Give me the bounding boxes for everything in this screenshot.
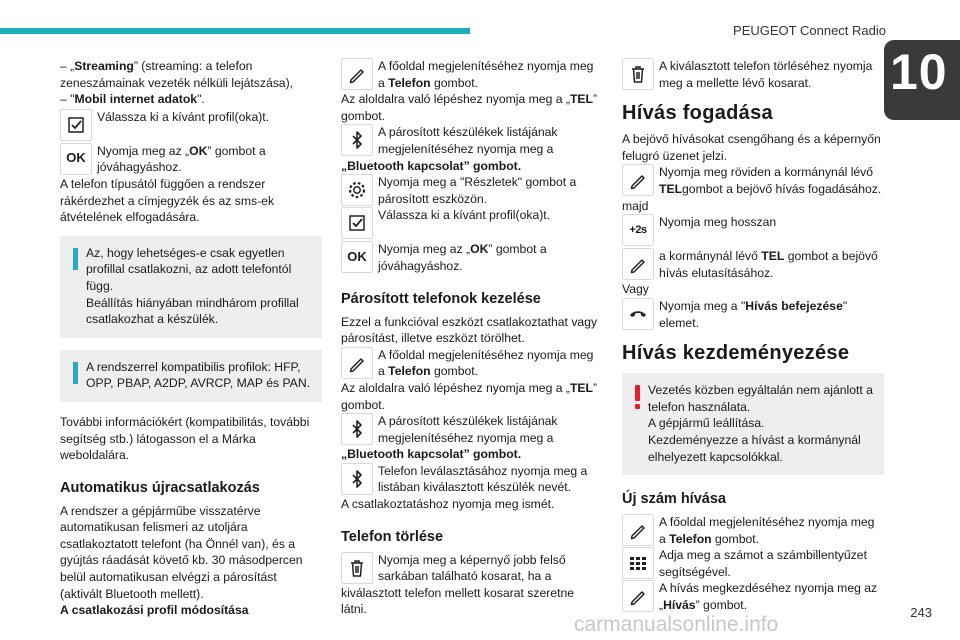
paragraph: A telefon típusától függően a rendszer rákérdezhet a címjegyzék és az sms-ek átvételének elfogadására. <box>60 176 275 225</box>
section-heading: Telefon törlése <box>341 528 444 545</box>
step: Nyomja meg a "Részletek" gombot a párosított eszközön. <box>341 174 603 207</box>
paragraph: Ezzel a funkcióval eszközt csatlakoztathat vagy párosítást, illetve eszközt törölhet. <box>341 314 598 346</box>
step: A főoldal megjelenítéséhez nyomja meg a Telefon gombot. <box>622 514 884 547</box>
chapter-tab: 10 <box>884 40 960 120</box>
keypad-icon <box>622 547 654 579</box>
paragraph: A bejövő hívásokat csengőhang és a képernyőn felugró üzenet jelzi. <box>622 132 881 163</box>
step: A párosított készülékek listájának megjelenítéséhez nyomja meg a <box>341 413 603 446</box>
ok-icon: OK <box>341 241 373 273</box>
pencil-icon <box>622 248 654 280</box>
trash-icon <box>341 552 373 584</box>
step: Nyomja meg röviden a kormánynál lévő TELgombot a bejövő hívás fogadásához. <box>622 164 884 197</box>
paragraph: kiválasztott telefon mellett kosarat szeretne látni. <box>341 585 575 617</box>
step: A hívás megkezdéséhez nyomja meg az „Hívás” gombot. <box>622 580 884 613</box>
step: Válassza ki a kívánt profil(oka)t. <box>341 207 603 239</box>
bluetooth-icon <box>341 413 373 445</box>
info-box: A rendszerrel kompatibilis profilok: HFP, OPP, PBAP, A2DP, AVRCP, MAP és PAN. <box>60 350 322 402</box>
step-select-profile: Válassza ki a kívánt profil(oka)t. <box>60 109 322 141</box>
step: Telefon leválasztásához nyomja meg a listában kiválasztott készülék nevét. <box>341 463 603 496</box>
list-item-streaming: – „Streaming” (streaming: a telefon zeneszámainak vezeték nélküli lejátszása), <box>60 59 294 90</box>
paragraph: majd <box>622 198 649 213</box>
trash-icon <box>622 58 654 90</box>
section-heading: Párosított telefonok kezelése <box>341 290 541 307</box>
paragraph: A csatlakoztatáshoz nyomja meg ismét. <box>341 497 555 512</box>
step: a kormánynál lévő TEL gombot a bejövő hívás elutasításához. <box>622 248 884 281</box>
step: OK Nyomja meg az „OK” gombot a jóváhagyáshoz. <box>341 241 603 274</box>
info-icon <box>64 245 86 270</box>
paragraph: A rendszer a gépjárműbe visszatérve automatikusan felismeri az utoljára csatlakoztatott telefont (ha Önnél van), és a gyújtás ráadását követő kb. 30 másodpercen belül automatikusan elvégzi a párosítást (aktivált Bluetooth mellett). <box>60 503 303 601</box>
step: Nyomja meg a képernyő jobb felső sarkában található kosarat, ha a <box>341 552 603 585</box>
bluetooth-icon <box>341 124 373 156</box>
paragraph: „Bluetooth kapcsolat” gombot. <box>341 447 522 462</box>
step: A kiválasztott telefon törléséhez nyomja meg a mellette lévő kosarat. <box>622 58 884 91</box>
paragraph: Az aloldalra való lépéshez nyomja meg a „TEL” gombot. <box>341 380 598 412</box>
section-heading: Hívás kezdeményezése <box>622 342 850 365</box>
section-heading: Hívás fogadása <box>622 102 773 125</box>
header-accent-bar <box>0 28 470 34</box>
checkbox-icon <box>341 207 373 239</box>
paragraph: A csatlakozási profil módosítása <box>60 603 249 618</box>
pencil-icon <box>622 514 654 546</box>
pencil-icon <box>341 347 373 379</box>
column-1 <box>60 58 322 619</box>
pencil-icon <box>622 164 654 196</box>
warning-icon <box>626 382 648 409</box>
paragraph: Az aloldalra való lépéshez nyomja meg a „TEL” gombot. <box>341 92 598 123</box>
step-ok: OK Nyomja meg az „OK” gombot a jóváhagyáshoz. <box>60 143 322 176</box>
step: Adja meg a számot a számbillentyűzet segítségével. <box>622 547 884 580</box>
list-item-mobile-data: – "Mobil internet adatok". <box>60 92 205 107</box>
hang-up-icon <box>622 298 654 330</box>
pencil-icon <box>622 580 654 612</box>
column-2 <box>341 58 603 618</box>
gear-icon <box>341 174 373 206</box>
step: A főoldal megjelenítéséhez nyomja meg a Telefon gombot. <box>341 347 603 380</box>
bluetooth-icon <box>341 463 373 495</box>
paragraph: „Bluetooth kapcsolat” gombot. <box>341 158 522 173</box>
column-3 <box>622 58 884 614</box>
ok-icon: OK <box>60 143 92 175</box>
long-press-icon: +2s <box>622 214 654 246</box>
page-number: 243 <box>910 605 932 621</box>
info-box: Az, hogy lehetséges-e csak egyetlen profillal csatlakozni, az adott telefontól függ. Beállítás hiányában mindhárom profillal csatlakozhat a készülék. <box>60 236 322 338</box>
step: +2s Nyomja meg hosszan <box>622 214 884 246</box>
pencil-icon <box>341 58 373 90</box>
info-icon <box>64 359 86 384</box>
watermark: carmanualsonline.info <box>574 613 779 637</box>
paragraph: További információkért (kompatibilitás, további segítség stb.) látogasson el a Márka weboldalára. <box>60 414 310 463</box>
step: A párosított készülékek listájának megjelenítéséhez nyomja meg a <box>341 124 603 157</box>
section-heading: Új szám hívása <box>622 491 726 508</box>
checkbox-icon <box>60 109 92 141</box>
section-heading: Automatikus újracsatlakozás <box>60 479 260 496</box>
running-header: PEUGEOT Connect Radio <box>733 23 886 38</box>
step: Nyomja meg a "Hívás befejezése" elemet. <box>622 298 884 331</box>
warning-box: Vezetés közben egyáltalán nem ajánlott a telefon használata. A gépjármű leállítása. Kezdeményezze a hívást a kormánynál elhelyezett kapcsolókkal. <box>622 373 884 475</box>
step: A főoldal megjelenítéséhez nyomja meg a Telefon gombot. <box>341 58 603 91</box>
paragraph: Vagy <box>622 282 649 297</box>
